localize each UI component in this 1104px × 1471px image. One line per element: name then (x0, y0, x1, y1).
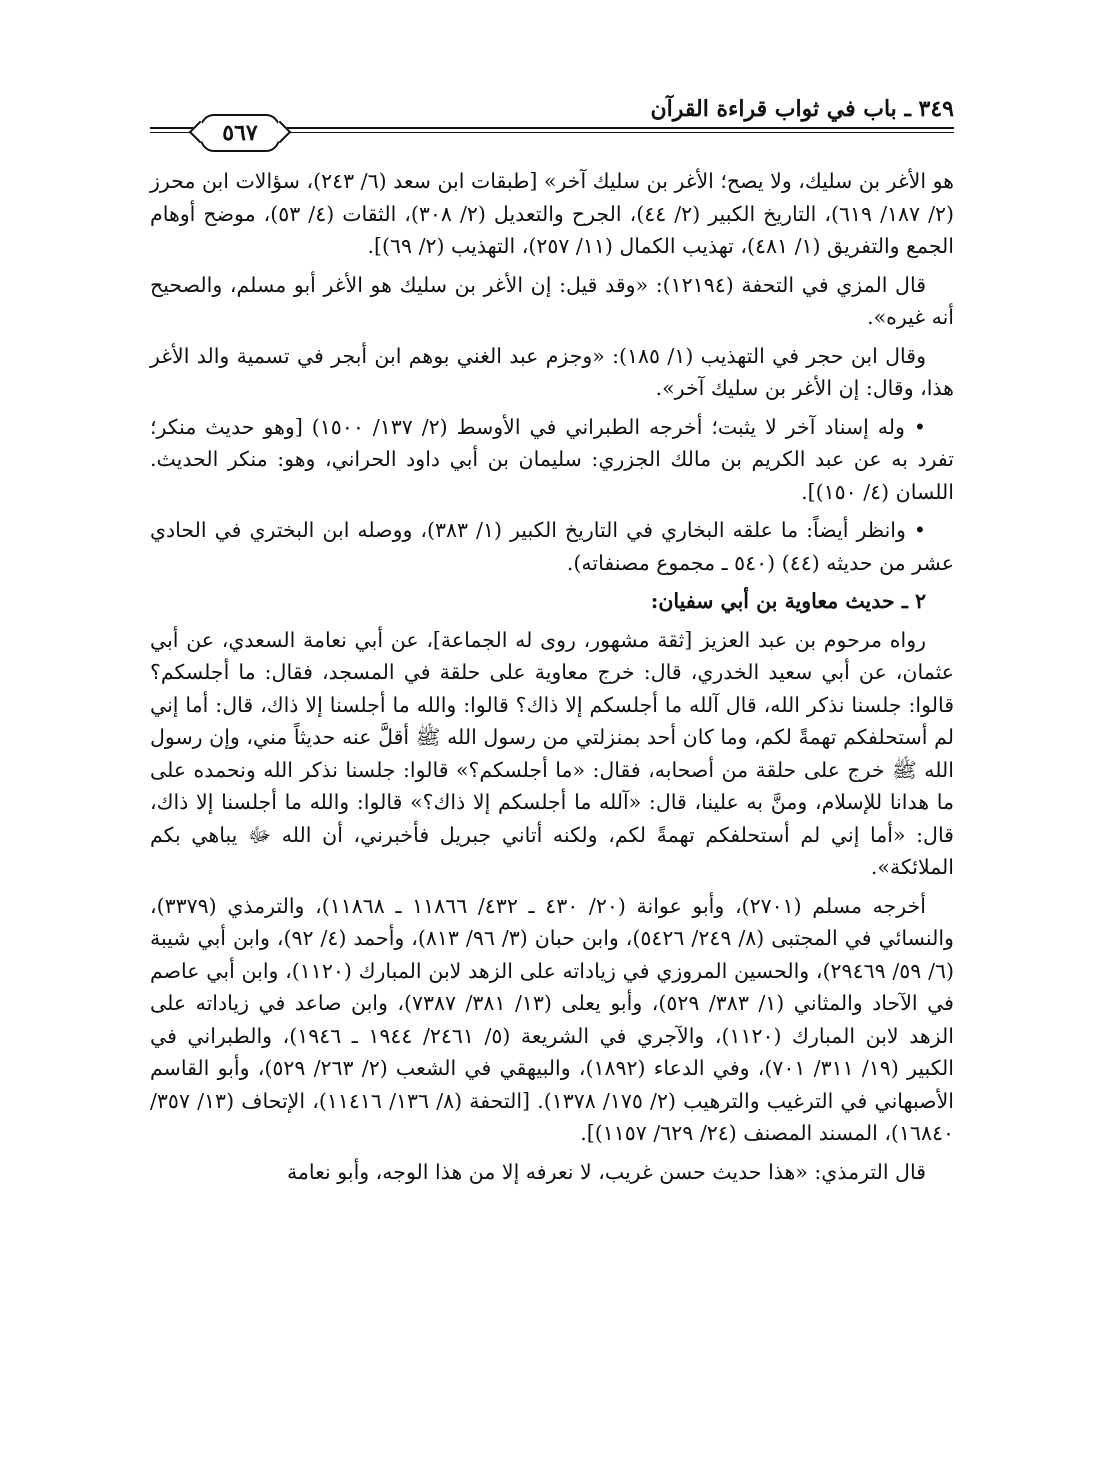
page-number: ٥٦٧ (222, 120, 258, 146)
page-body (150, 165, 954, 1194)
paragraph-2: قال المزي في التحفة (١٢١٩٤): «وقد قيل: إن الأغر بن سليك هو الأغر أبو مسلم، والصحيح أنه غيره». (150, 272, 954, 329)
paragraph-4: • وله إسناد آخر لا يثبت؛ أخرجه الطبراني في الأوسط (٢/ ١٣٧/ ١٥٠٠) [وهو حديث منكر؛ تفرد به عن عبد الكريم بن مالك الجزري: سليمان بن أبي داود الحراني، وهو: منكر الحديث. اللسان (٤/ ١٥٠)]. (150, 414, 954, 504)
paragraph-5: • وانظر أيضاً: ما علقه البخاري في التاريخ الكبير (١/ ٣٨٣)، ووصله ابن البختري في الحادي عشر من حديثه (٤٤) (٥٤٠ ـ مجموع مصنفاته). (150, 518, 954, 575)
page-number-badge (200, 114, 280, 152)
section-heading: ٢ ـ حديث معاوية بن أبي سفيان: (650, 589, 926, 613)
paragraph-7: أخرجه مسلم (٢٧٠١)، وأبو عوانة (٢٠/ ٤٣٠ ـ ٤٣٢/ ١١٨٦٦ ـ ١١٨٦٨)، والترمذي (٣٣٧٩)، والنسائي في المجتبى (٨/ ٢٤٩/ ٥٤٢٦)، وابن حبان (٣/ ٩٦/ ٨١٣)، وأحمد (٤/ ٩٢)، وابن أبي شيبة (٦/ ٥٩/ ٢٩٤٦٩)، والحسين المروزي في زياداته على الزهد لابن المبارك (١١٢٠)، وابن أبي عاصم في الآحاد والمثاني (١/ ٣٨٣/ ٥٢٩)، وأبو يعلى (١٣/ ٣٨١/ ٧٣٨٧)، وابن صاعد في زياداته على الزهد لابن المبارك (١١٢٠)، والآجري في الشريعة (٥/ ٢٤٦١/ ١٩٤٤ ـ ١٩٤٦)، والطبراني في الكبير (١٩/ ٣١١/ ٧٠١)، وفي الدعاء (١٨٩٢)، والبيهقي في الشعب (٢/ ٢٦٣/ ٥٢٩)، وأبو القاسم الأصبهاني في الترغيب والترهيب (٢/ ١٧٥/ ١٣٧٨). [التحفة (٨/ ١٣٦/ ١١٤١٦)، الإتحاف (١٣/ ٣٥٧/ ١٦٨٤٠)، المسند المصنف (٢٤/ ٦٢٩/ ١١٥٧)]. (150, 893, 954, 1145)
paragraph-8: قال الترمذي: «هذا حديث حسن غريب، لا نعرفه إلا من هذا الوجه، وأبو نعامة (286, 1159, 926, 1184)
paragraph-3: وقال ابن حجر في التهذيب (١/ ١٨٥): «وجزم عبد الغني بوهم ابن أبجر في تسمية والد الأغر هذا، وقال: إن الأغر بن سليك آخر». (150, 343, 954, 400)
chapter-title: ٣٤٩ ـ باب في ثواب قراءة القرآن (650, 96, 954, 122)
paragraph-6: رواه مرحوم بن عبد العزيز [ثقة مشهور، روى له الجماعة]، عن أبي نعامة السعدي، عن أبي عثمان، عن أبي سعيد الخدري، قال: خرج معاوية على حلقة في المسجد، فقال: ما أجلسكم؟ قالوا: جلسنا نذكر الله، قال آلله ما أجلسكم إلا ذاك؟ قالوا: والله ما أجلسنا إلا ذاك، قال: أما إني لم أستحلفكم تهمةً لكم، وما كان أحد بمنزلتي من رسول الله ﷺ أقلَّ عنه حديثاً مني، وإن رسول الله ﷺ خرج على حلقة من أصحابه، فقال: «ما أجلسكم؟» قالوا: جلسنا نذكر الله ونحمده على ما هدانا للإسلام، ومنَّ به علينا، قال: «آلله ما أجلسكم إلا ذاك؟» قالوا: والله ما أجلسنا إلا ذاك، قال: «أما إني لم أستحلفكم تهمةً لكم، ولكنه أتاني جبريل فأخبرني، أن الله ﷻ يباهي بكم الملائكة». (150, 627, 955, 879)
paragraph-1: هو الأغر بن سليك، ولا يصح؛ الأغر بن سليك آخر» [طبقات ابن سعد (٦/ ٢٤٣)، سؤالات ابن محرز (٢/ ١٨٧/ ٦١٩)، التاريخ الكبير (٢/ ٤٤)، الجرح والتعديل (٢/ ٣٠٨)، الثقات (٤/ ٥٣)، موضح أوهام الجمع والتفريق (١/ ٤٨١)، تهذيب الكمال (١١/ ٢٥٧)، التهذيب (٢/ ٦٩)]. (150, 169, 954, 258)
